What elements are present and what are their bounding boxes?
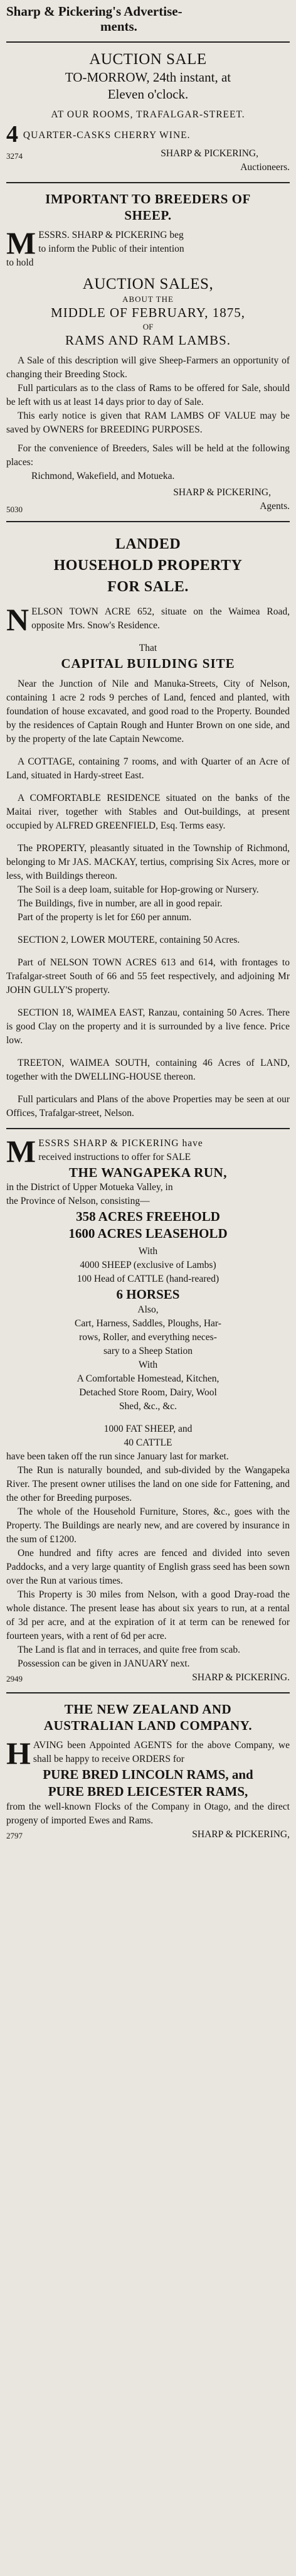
auction-lot <box>6 121 290 148</box>
fencing-para: One hundred and fifty acres are fenced and divided into seven Paddocks, and a very large quantity of English grass seed has been sown over the Run at various times. <box>6 1548 290 1586</box>
cattle-line: 100 Head of CATTLE (hand-reared) <box>77 1274 219 1284</box>
notice-para-3: This early notice is given that RAM LAMBS OF VALUE may be saved by OWNERS for BREEDING PURPOSES. <box>6 411 290 435</box>
property-para-2: The Soil is a deep loam, suitable for Hop-growing or Nursery. <box>18 884 259 895</box>
with-label-2: With <box>138 1360 158 1370</box>
fat-cattle-line: 40 CATTLE <box>124 1437 172 1448</box>
flocks-para: from the well-known Flocks of the Company in Otago, and the direct progeny of imported Ewes and Rams. <box>6 1801 290 1826</box>
leasehold-line: 1600 ACRES LEASEHOLD <box>68 1226 228 1241</box>
residence-para: A COMFORTABLE RESIDENCE situated on the banks of the Maitai river, together with Stables and Out-buildings, at present occupied by ALFRED GREENFIELD, Esq. Terms easy. <box>6 793 290 831</box>
company-intro <box>6 1736 290 1771</box>
firm-role-line <box>6 500 290 513</box>
of-label: OF <box>142 322 154 331</box>
newspaper-column <box>6 0 290 1842</box>
intro-line-2: to inform the Public of their intention <box>38 244 184 254</box>
divider <box>6 1128 290 1129</box>
run-intro-line-1: ESSRS SHARP & PICKERING have <box>38 1138 203 1149</box>
town-acre-para <box>6 602 290 637</box>
taken-para: have been taken off the run since January last for market. <box>6 1451 229 1462</box>
site-para: Near the Junction of Nile and Manuka-Streets, City of Nelson, containing 1 acre 2 rods 9 perches of Land, fenced and planted, with foundation of house excavated, and good road to the Property. Bounded by the residences of Captain Rough and Hunter Brown on one side, and by the property of the late Captain Newcome. <box>6 679 290 744</box>
intro-line-1: ESSRS. SHARP & PICKERING beg <box>38 230 184 240</box>
also-label: Also, <box>137 1304 159 1315</box>
about-label: ABOUT THE <box>122 294 174 304</box>
breeders-notice-ad <box>6 191 290 513</box>
company-title-line-1: THE NEW ZEALAND AND <box>64 1702 232 1717</box>
leicester-rams: PURE BRED LEICESTER RAMS, <box>48 1784 248 1799</box>
homestead-line-3: Shed, &c., &c. <box>119 1401 177 1412</box>
firm-name: SHARP & PICKERING, <box>192 1829 290 1840</box>
notice-title-line-2: SHEEP. <box>124 208 172 223</box>
freehold-line: 358 ACRES FREEHOLD <box>76 1209 220 1224</box>
divider <box>6 41 290 43</box>
property-title-line-3: FOR SALE. <box>107 579 189 595</box>
property-para-3: The Buildings, five in number, are all in good repair. <box>18 898 223 909</box>
drop-cap: N <box>6 602 29 637</box>
drop-cap: M <box>6 225 36 260</box>
run-name: THE WANGAPEKA RUN, <box>69 1165 227 1180</box>
property-title-line-1: LANDED <box>115 536 181 552</box>
firm-role: Agents. <box>260 501 290 512</box>
auction-when-line-2: Eleven o'clock. <box>107 87 189 102</box>
masthead <box>6 4 290 34</box>
lot-numeral: 4 <box>6 121 18 148</box>
sale-date: MIDDLE OF FEBRUARY, 1875, <box>51 305 245 320</box>
masthead-line-2: ments. <box>100 19 137 34</box>
auction-heading: AUCTION SALE <box>89 51 207 68</box>
province-line: the Province of Nelson, consisting— <box>6 1196 150 1206</box>
homestead-line-2: Detached Store Room, Dairy, Wool <box>79 1387 217 1398</box>
notice-intro <box>6 225 290 270</box>
land-para: The Land is flat and in terraces, and quite free from scab. <box>18 1645 241 1655</box>
sheep-line: 4000 SHEEP (exclusive of Lambs) <box>80 1260 216 1270</box>
notice-para-1: A Sale of this description will give Sheep-Farmers an opportunity of changing their Breeding Stock. <box>6 355 290 380</box>
notice-title-line-1: IMPORTANT TO BREEDERS OF <box>45 191 251 207</box>
run-intro <box>6 1134 290 1169</box>
company-title-line-2: AUSTRALIAN LAND COMPANY. <box>43 1718 253 1733</box>
closing-para: Full particulars and Plans of the above Properties may be seen at our Offices, Trafalgar-street, Nelson. <box>6 1094 290 1119</box>
divider <box>6 1692 290 1693</box>
section-18-para: SECTION 18, WAIMEA EAST, Ranzau, containing 50 Acres. There is good Clay on the property and it is surrounded by a live fence. Price low. <box>6 1007 290 1046</box>
treeton-para: TREETON, WAIMEA SOUTH, containing 46 Acres of LAND, together with the DWELLING-HOUSE thereon. <box>6 1058 290 1082</box>
section-2-para: SECTION 2, LOWER MOUTERE, containing 50 Acres. <box>18 935 240 945</box>
sales-heading: AUCTION SALES, <box>82 276 214 292</box>
auction-when-line-1: TO-MORROW, 24th instant, at <box>65 70 231 85</box>
drop-cap: H <box>6 1736 31 1771</box>
with-label: With <box>138 1246 158 1257</box>
district-line: in the District of Upper Motueka Valley, in <box>6 1182 173 1193</box>
sale-places: Richmond, Wakefield, and Motueka. <box>31 471 175 481</box>
divider <box>6 182 290 183</box>
ad-number: 2797 <box>6 1831 23 1840</box>
lincoln-rams: PURE BRED LINCOLN RAMS, and <box>43 1767 253 1782</box>
firm-role: Auctioneers. <box>240 162 290 173</box>
possession-para: Possession can be given in JANUARY next. <box>18 1658 190 1669</box>
rams-heading: RAMS AND RAM LAMBS. <box>65 333 231 348</box>
town-acres-para: Part of NELSON TOWN ACRES 613 and 614, with frontages to Trafalgar-street South of 66 and 55 feet respectively, and adjoining Mr JOHN GULLY'S property. <box>6 957 290 996</box>
run-intro-line-2: received instructions to offer for SALE <box>38 1152 191 1162</box>
furniture-para: The whole of the Household Furniture, Stores, &c., goes with the Property. The Buildings are nearly new, and are covered by insurance in the sum of £1200. <box>6 1506 290 1545</box>
run-signature <box>6 1671 290 1685</box>
firm-name: SHARP & PICKERING, <box>161 148 258 159</box>
landed-property-ad <box>6 530 290 1120</box>
land-company-ad <box>6 1701 290 1842</box>
implements-line-1: Cart, Harness, Saddles, Ploughs, Har- <box>75 1318 221 1329</box>
wangapeka-run-ad <box>6 1134 290 1685</box>
masthead-line-1: Sharp & Pickering's Advertise- <box>6 4 182 19</box>
drop-cap: M <box>6 1134 36 1169</box>
implements-line-2: rows, Roller, and everything neces- <box>79 1332 217 1343</box>
homestead-line-1: A Comfortable Homestead, Kitchen, <box>77 1373 219 1384</box>
distance-para: This Property is 30 miles from Nelson, with a good Dray-road the whole distance. The present lease has about six years to run, at a rental of 3d per acre, and at the expiration of it at term can be renewed for fourteen years, with a rent of 6d per acre. <box>6 1589 290 1641</box>
implements-line-3: sary to a Sheep Station <box>103 1346 193 1356</box>
property-title-line-2: HOUSEHOLD PROPERTY <box>53 557 243 574</box>
company-signature <box>6 1828 290 1842</box>
town-acre-text: ELSON TOWN ACRE 652, situate on the Waimea Road, opposite Mrs. Snow's Residence. <box>31 606 290 631</box>
that-label: That <box>139 643 157 653</box>
property-para-1: The PROPERTY, pleasantly situated in the Township of Richmond, belonging to Mr JAS. MACKAY, tertius, comprising Six Acres, more or less, with Buildings thereon. <box>6 843 290 881</box>
divider <box>6 521 290 522</box>
notice-para-4: For the convenience of Breeders, Sales will be held at the following places: <box>6 443 290 468</box>
auction-firm-line <box>6 147 290 161</box>
lot-text: QUARTER-CASKS CHERRY WINE. <box>23 130 191 141</box>
capital-site-heading: CAPITAL BUILDING SITE <box>61 656 235 671</box>
firm-name-text: SHARP & PICKERING, <box>173 487 271 498</box>
firm-name: SHARP & PICKERING. <box>192 1672 290 1683</box>
notice-para-2: Full particulars as to the class of Rams to be offered for Sale, should be left with us at least 14 days prior to day of Sale. <box>6 383 290 407</box>
ad-number: 3274 <box>6 151 23 161</box>
ad-number: 5030 <box>6 505 23 514</box>
auction-sale-ad <box>6 50 290 174</box>
property-para-4: Part of the property is let for £60 per annum. <box>18 912 192 923</box>
run-para: The Run is naturally bounded, and sub-divided by the Wangapeka River. The present owner utilises the land on one side for Fattening, and the other for Breeding purposes. <box>6 1465 290 1503</box>
horses-line: 6 HORSES <box>116 1287 180 1302</box>
company-intro-text: AVING been Appointed AGENTS for the above Company, we shall be happy to receive ORDERS for <box>33 1740 290 1764</box>
auction-place: AT OUR ROOMS, TRAFALGAR-STREET. <box>51 109 245 120</box>
firm-name <box>6 486 290 500</box>
intro-line-3: to hold <box>6 257 34 268</box>
cottage-para: A COTTAGE, containing 7 rooms, and with Quarter of an Acre of Land, situated in Hardy-street East. <box>6 756 290 781</box>
fat-sheep-line: 1000 FAT SHEEP, and <box>103 1424 193 1434</box>
ad-number: 2949 <box>6 1674 23 1683</box>
